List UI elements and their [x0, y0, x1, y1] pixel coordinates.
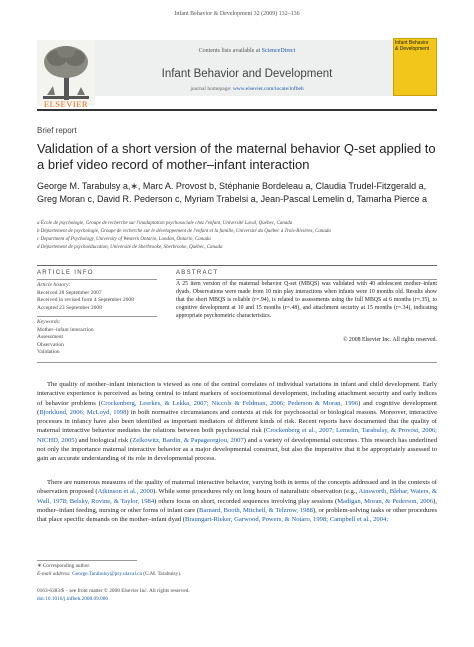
keyword: Observation — [37, 341, 64, 348]
email-link[interactable]: George.Tarabulsy@psy.ulaval.ca — [72, 571, 142, 577]
body-text-run: There are numerous measures of the quality of maternal interactive behavior, varying both in terms of the concepts addressed and in the contexts of observation proposed ( — [37, 479, 437, 496]
body-paragraph-2 — [37, 478, 437, 524]
received-date: Received 28 September 2007 — [37, 289, 102, 296]
contents-prefix: Contents lists available at — [198, 48, 261, 54]
article-history — [37, 282, 167, 312]
homepage-link[interactable]: www.elsevier.com/locate/infbeh — [232, 86, 304, 92]
accepted-date: Accepted 23 September 2008 — [37, 304, 102, 311]
homepage-label: journal homepage: — [190, 86, 232, 92]
journal-homepage — [97, 86, 397, 92]
elsevier-tree-logo — [37, 40, 95, 106]
journal-title: Infant Behavior and Development — [161, 68, 333, 80]
author-list: George M. Tarabulsy a,∗, Marc A. Provost b, Stéphanie Bordeleau a, Claudia Trudel-Fitzgerald a, Greg Moran c, David R. Pederson c, Myriam Trabelsi a, Jean-Pascal Lemelin d, Tamarha Pierce a — [37, 181, 427, 204]
body-text-run: ) and cognitive development ( — [37, 399, 437, 416]
body-text-run: ) and a variety of developmental outcomes. This research has underlined not only the importance maternal interactive behavior as a major developmental construct, but also the imperative that it be appropriately assessed to gain an accurate understanding of its role in developmental process. — [37, 436, 438, 463]
issn-block — [37, 588, 437, 603]
article-type: Brief report — [37, 126, 77, 135]
keywords-rule — [37, 316, 157, 317]
body-text-run: The quality of mother–infant interaction is viewed as one of the central correlates of individual variations in infant and child development. Early interactive experience is perceived as being central to infant markers of socioemotional development, including attachment security and early indices of behavior problems ( — [37, 381, 437, 407]
keyword: Mother–infant interaction — [37, 326, 94, 333]
doi-link[interactable]: doi:10.1016/j.infbeh.2008.09.006 — [37, 595, 109, 602]
publisher-name: ELSEVIER — [43, 99, 89, 109]
citation-link[interactable]: Ainsworth, Blehar, Waters, & Wall, 1978; Belsky, Rovine, & Taylor, 1984 — [37, 488, 438, 505]
email-label: E-mail address: — [37, 571, 71, 577]
citation-link[interactable]: Bjorklund, 2006; McLoyd, 1998 — [39, 408, 127, 416]
cover-title: Infant Behavior & Development — [395, 40, 430, 52]
abstract-copyright: © 2008 Elsevier Inc. All rights reserved. — [343, 337, 437, 343]
article-info-heading: ARTICLE INFO — [37, 270, 94, 276]
citation-link[interactable]: Crockenberg et al., 2007; Lemelin, Tarabulsy, & Provost, 2006; NICHD, 2005 — [37, 427, 437, 444]
email-suffix: (G.M. Tarabulsy). — [143, 571, 182, 577]
citation-link[interactable]: Atkinson et al., 2000 — [97, 488, 154, 496]
sciencedirect-link[interactable]: ScienceDirect — [261, 48, 296, 54]
keyword: Assessment — [37, 334, 63, 341]
email-note — [37, 571, 437, 579]
front-matter-rule — [37, 362, 437, 363]
corresponding-author-note: ∗ Corresponding author. — [37, 563, 91, 569]
running-head: Infant Behavior & Development 32 (2009) 132–136 — [174, 11, 300, 17]
citation-link[interactable]: Zelkowitz, Bardin, & Papageorgiou, 2007 — [132, 436, 244, 444]
affiliation-b: b Département de psychologie, Groupe de recherche sur le développement de l'enfant et la famille, Université du Québec à Trois-Rivières, Canada — [37, 229, 331, 234]
history-label: Article history: — [37, 282, 71, 288]
affiliation-c: c Department of Psychology, University of Western Ontario, London, Ontario, Canada — [37, 237, 211, 242]
citation-link[interactable]: Crockenberg, Leerkes, & Lekka, 2007; Niccols & Feldman, 2006; Pederson & Moran, 1996 — [100, 399, 359, 407]
article-title: Validation of a short version of the maternal behavior Q-set applied to a brief video record of mother–infant interaction — [37, 141, 436, 172]
body-text-run: ), or problem-solving tasks or other procedures that place specific demands on the mother–infant dyad ( — [37, 506, 438, 524]
body-text-run: ) and biological risk ( — [74, 436, 133, 444]
body-text-run: ). While some procedures rely on long hours of naturalistic observation (e.g., — [153, 488, 359, 496]
header-rule — [37, 109, 437, 111]
body-paragraph-1 — [37, 380, 437, 464]
keywords-label: Keywords: — [37, 319, 61, 325]
body-text-run: ) others focus on short, recorded sequences involving play sessions ( — [154, 497, 338, 505]
keywords-block — [37, 319, 167, 357]
citation-link[interactable]: Barnard, Booth, Mitchell, & Telzrow, 1988 — [199, 506, 313, 514]
keyword: Validation — [37, 349, 60, 356]
issn-line: 0163-6383/$ – see front matter © 2008 Elsevier Inc. All rights reserved. — [37, 588, 190, 594]
affiliation-a: a École de psychologie, Groupe de recherche sur l'inadaptation psychosociale chez l'enfant, Université Laval, Québec, Canada — [37, 221, 293, 226]
citation-link[interactable]: Madigan, Moran, & Pederson, 2006 — [337, 497, 434, 505]
abstract-heading: ABSTRACT — [176, 270, 219, 276]
article-info-rule — [37, 279, 157, 280]
footnote-rule — [37, 560, 137, 561]
body-text-run: ), mother–infant feeding, nursing or other forms of infant care ( — [37, 497, 438, 514]
body-text-run: ) in both normative circumstances and contexts at risk for psychosocial or biological reasons. Moreover, interactive processes in infancy have also been identified as important mediators of different kinds of risk. Recent reports have documented that the quality of maternal interactive behavior mediates the relations between both psychosocial risk ( — [37, 408, 437, 435]
abstract-text: A 25 item version of the maternal behavior Q-set (MBQS) was validated with 40 adolescent mother–infant dyads. Observations were made from 10 min play interactions when infants were 10 months old. Results show that the short MBQS is reliable (r=.94), is related to assessments using the full MBQS at 6 months (r=.35), to cognitive development at 10 and 15 months (r=.48), and attachment security at 15 months (r=.34), indicating appropriate psychometric characteristics. — [176, 281, 437, 320]
affiliation-d: d Département de psychoéducation, Université de Sherbrooke, Sherbrooke, Québec, Canada — [37, 245, 223, 250]
contents-line — [97, 48, 397, 54]
citation-link[interactable]: Braungart-Rieker, Garwood, Powers, & Notaro, 1998; Campbell et al., 2004; — [184, 516, 389, 524]
section-rule — [37, 265, 437, 266]
revised-date: Received in revised form 4 September 2008 — [37, 297, 134, 304]
